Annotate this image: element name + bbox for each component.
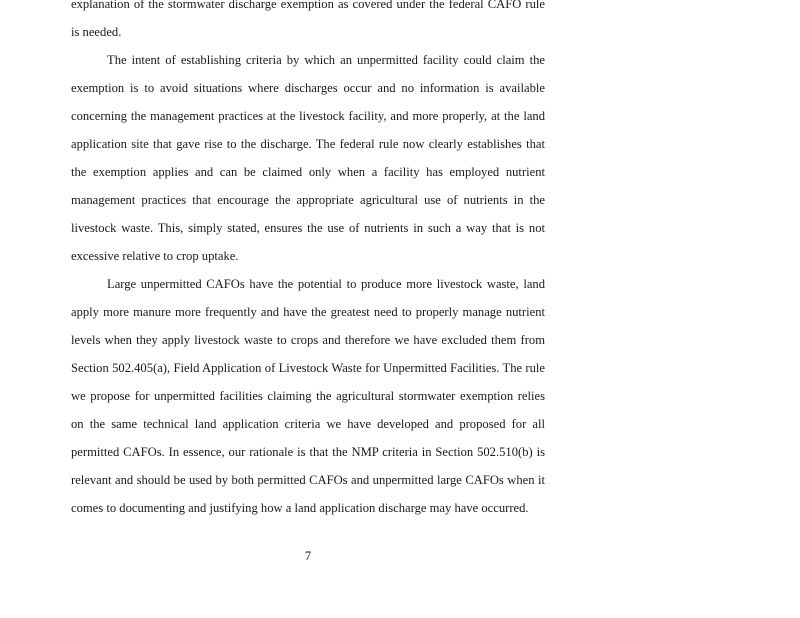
body-text bbox=[71, 0, 545, 522]
paragraph-exemption-intent: The intent of establishing criteria by which an unpermitted facility could claim the exemption is to avoid situations where discharges occur and no information is available concerning the management practices at the livestock facility, and more properly, at the land application site that gave rise to the discharge. The federal rule now clearly establishes that the exemption applies and can be claimed only when a facility has employed nutrient management practices that encourage the appropriate agricultural use of nutrients in the livestock waste. This, simply stated, ensures the use of nutrients in such a way that is not excessive relative to crop uptake. bbox=[71, 53, 545, 263]
paragraph-large-unpermitted-cafos: Large unpermitted CAFOs have the potential to produce more livestock waste, land apply more manure more frequently and have the greatest need to properly manage nutrient levels when they apply livestock waste to crops and therefore we have excluded them from Section 502.405(a), Field Application of Livestock Waste for Unpermitted Facilities. The rule we propose for unpermitted facilities claiming the agricultural stormwater exemption relies on the same technical land application criteria we have developed and proposed for all permitted CAFOs. In essence, our rationale is that the NMP criteria in Section 502.510(b) is relevant and should be used by both permitted CAFOs and unpermitted large CAFOs when it comes to documenting and justifying how a land application discharge may have occurred. bbox=[71, 277, 545, 515]
paragraph-continuation: explanation of the stormwater discharge exemption as covered under the federal CAFO rule is needed. bbox=[71, 0, 545, 39]
page-number: 7 bbox=[304, 549, 312, 563]
